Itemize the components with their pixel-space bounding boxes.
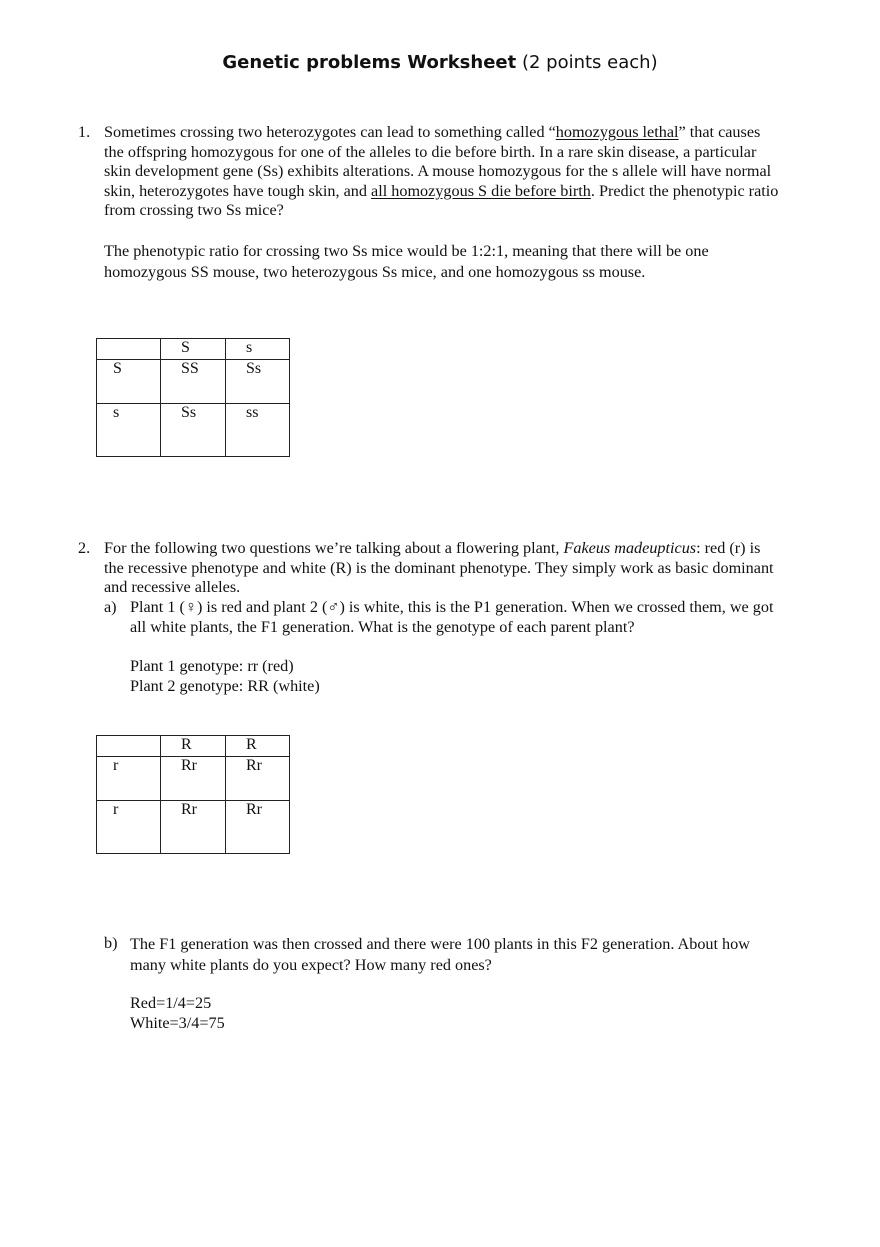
q1-row-label: s [97, 404, 161, 457]
plant2-genotype: Plant 2 genotype: RR (white) [130, 676, 320, 695]
q2b-line-2: many white plants do you expect? How many red ones? [130, 955, 492, 974]
q2b-answer [130, 994, 225, 1033]
q2a-label: a) [104, 598, 117, 616]
q1-header-cell: S [161, 339, 226, 360]
q2-punnett-square [96, 735, 290, 854]
q2-cell: Rr [161, 757, 226, 801]
q1-number: 1. [78, 123, 91, 141]
q1-text [104, 123, 778, 221]
title-main: Genetic problems Worksheet [222, 52, 517, 73]
q2-line-3: and recessive alleles. [104, 578, 241, 596]
q2b-label: b) [104, 934, 118, 952]
q2-text [104, 539, 774, 598]
q1-line-2: the offspring homozygous for one of the alleles to die before birth. In a rare skin disease, a particular [104, 142, 757, 161]
q1-line-3: skin development gene (Ss) exhibits alterations. A mouse homozygous for the s allele will have normal [104, 162, 772, 180]
q2b-text [130, 934, 750, 975]
page-title [0, 52, 880, 73]
q2a-text [130, 598, 773, 637]
q1-corner-cell [97, 339, 161, 360]
q2-row-label: r [97, 757, 161, 801]
q1-header-cell: s [226, 339, 290, 360]
homozygous-lethal-term: homozygous lethal [555, 123, 679, 141]
q2-cell: Rr [161, 801, 226, 854]
q1-punnett-square [96, 338, 290, 457]
q1-line-5: from crossing two Ss mice? [104, 201, 284, 219]
white-count: White=3/4=75 [130, 1013, 225, 1032]
q1-answer-line-2: homozygous SS mouse, two heterozygous Ss mice, and one homozygous ss mouse. [104, 262, 646, 281]
q2-number: 2. [78, 539, 91, 557]
q1-cell: Ss [226, 360, 290, 404]
q2-cell: Rr [226, 801, 290, 854]
q1-row-label: S [97, 360, 161, 404]
q2-row-label: r [97, 801, 161, 854]
q1-line-1: Sometimes crossing two heterozygotes can lead to something called “homozygous lethal” that causes [104, 123, 761, 141]
q2-header-cell: R [226, 736, 290, 757]
q2-cell: Rr [226, 757, 290, 801]
q1-line-4: skin, heterozygotes have tough skin, and all homozygous S die before birth. Predict the phenotypic ratio [104, 181, 779, 200]
lethal-phrase: all homozygous S die before birth [371, 181, 591, 200]
title-points: (2 points each) [521, 52, 658, 73]
q1-cell: ss [226, 404, 290, 457]
q2-line-2: the recessive phenotype and white (R) is the dominant phenotype. They simply work as basic dominant [104, 558, 774, 577]
q1-cell: Ss [161, 404, 226, 457]
q2b-line-1: The F1 generation was then crossed and there were 100 plants in this F2 generation. About how [130, 935, 750, 953]
q1-answer-line-1: The phenotypic ratio for crossing two Ss mice would be 1:2:1, meaning that there will be one [104, 242, 709, 260]
red-count: Red=1/4=25 [130, 994, 212, 1012]
q2a-line-2: all white plants, the F1 generation. What is the genotype of each parent plant? [130, 617, 635, 636]
q2-line-1: For the following two questions we’re talking about a flowering plant, Fakeus madeupticus: red (r) is [104, 539, 761, 557]
q2a-line-1: Plant 1 (♀) is red and plant 2 (♂) is white, this is the P1 generation. When we crossed them, we got [130, 598, 774, 616]
q2-corner-cell [97, 736, 161, 757]
q2a-answer [130, 657, 320, 696]
species-name: Fakeus madeupticus [563, 539, 697, 557]
q1-cell: SS [161, 360, 226, 404]
q1-answer [104, 241, 709, 282]
plant1-genotype: Plant 1 genotype: rr (red) [130, 657, 294, 675]
q2-header-cell: R [161, 736, 226, 757]
